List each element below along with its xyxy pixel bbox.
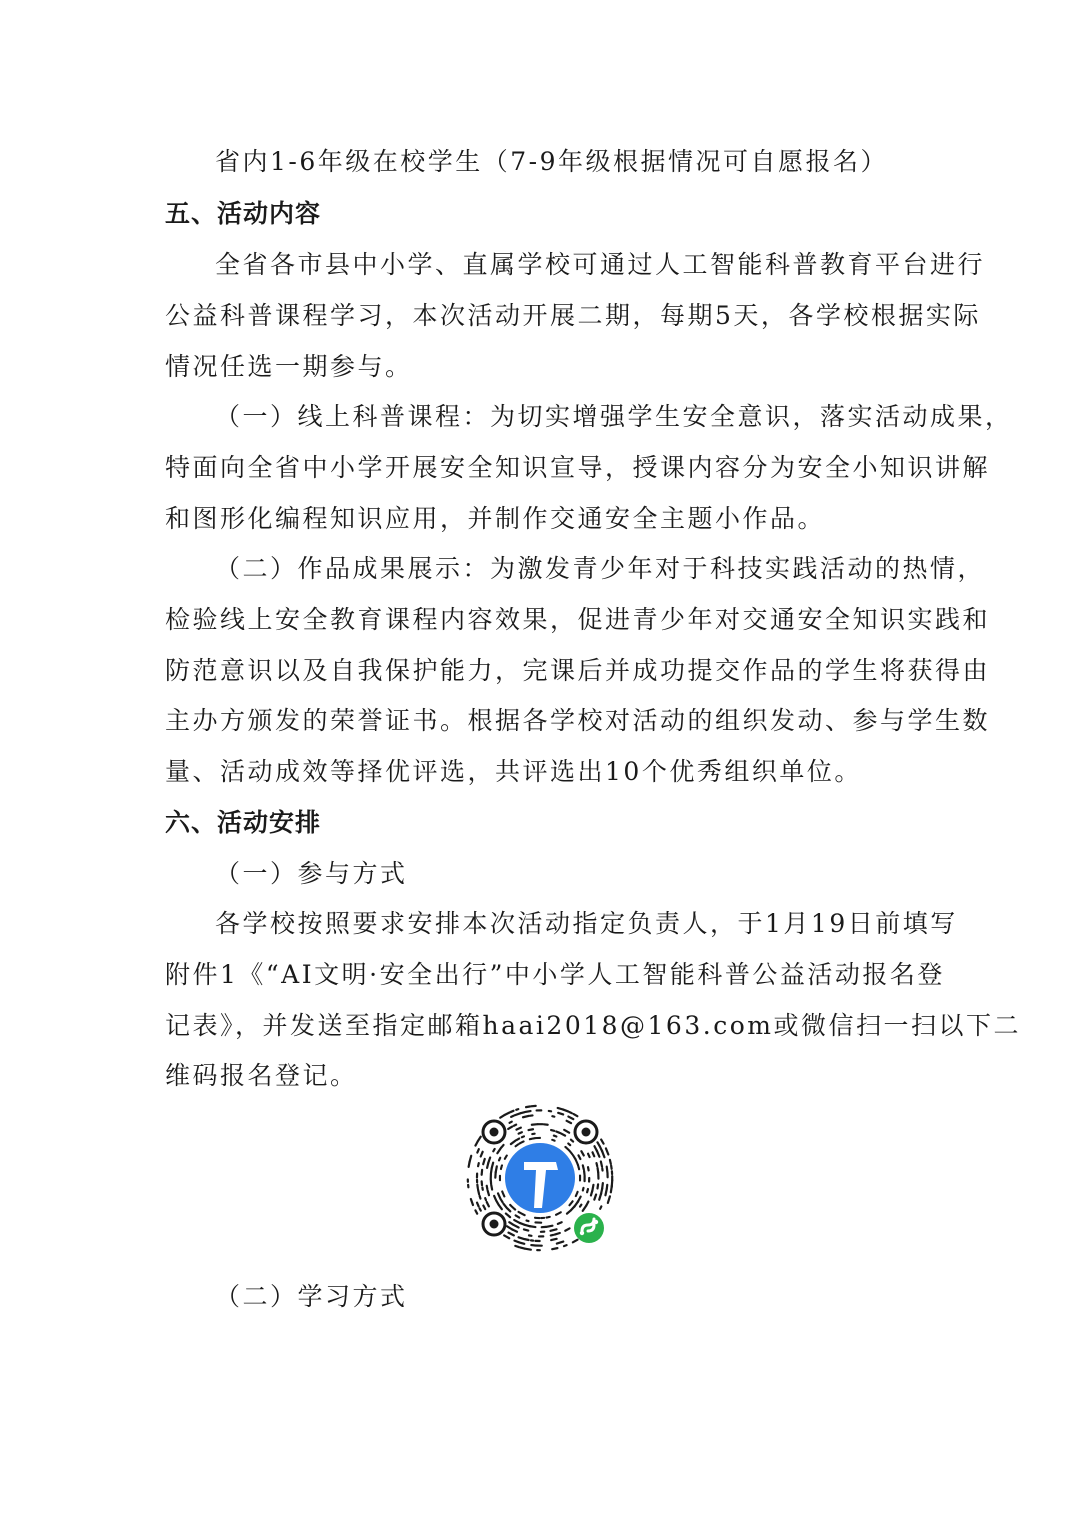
qr-module [583,1206,587,1211]
mini-program-code-icon[interactable] [462,1100,618,1256]
qr-module [514,1220,520,1223]
qr-module [569,1112,571,1113]
qr-module [471,1199,473,1205]
finder-pattern [483,1213,505,1235]
qr-module [587,1189,588,1192]
qr-module [578,1165,579,1169]
qr-module [594,1194,596,1199]
qr-module [511,1140,516,1144]
qr-module [568,1117,573,1120]
qr-module [514,1113,520,1115]
registration-paragraph-line: 维码报名登记。 [165,1061,358,1090]
registration-paragraph-line: 记表》，并发送至指定邮箱haai2018@163.com或微信扫一扫以下二 [165,1011,1021,1040]
qr-module [552,1248,557,1249]
qr-module [526,1107,530,1108]
section-six-heading: 六、活动安排 [165,808,322,837]
qr-module [552,1140,554,1141]
qr-module [509,1222,512,1224]
finder-pattern [575,1121,597,1143]
mini-program-badge-icon [574,1213,604,1243]
qr-module [507,1226,512,1229]
showcase-paragraph-line: 检验线上安全教育课程内容效果，促进青少年对交通安全知识实践和 [165,605,991,634]
qr-module [511,1111,514,1112]
qr-module [501,1165,502,1169]
showcase-paragraph-line: 量、活动成效等择优评选，共评选出10个优秀组织单位。 [165,757,862,786]
qr-module [491,1169,492,1173]
qr-module [524,1229,528,1230]
qr-module [571,1140,573,1142]
qr-module [498,1193,501,1199]
qr-module [600,1206,601,1208]
qr-module [522,1136,524,1137]
qr-module [521,1112,525,1113]
qr-module [492,1163,493,1168]
qr-module [475,1142,477,1146]
qr-module [483,1206,485,1210]
qr-module [591,1191,592,1196]
qr-module [502,1145,504,1147]
section-five-heading: 五、活动内容 [165,199,322,228]
qr-module [588,1154,590,1157]
qr-module [485,1198,486,1200]
qr-module [597,1151,600,1157]
qr-module [520,1247,524,1248]
qr-module [487,1202,489,1206]
qr-module [557,1242,563,1244]
qr-module [571,1206,575,1210]
qr-module [532,1124,538,1125]
qr-module [605,1189,606,1195]
qr-module [523,1116,529,1117]
qr-module [516,1215,520,1217]
qr-module [525,1239,529,1240]
qr-module [483,1159,485,1164]
qr-module [563,1109,568,1111]
online-course-paragraph-line: 特面向全省中小学开展安全知识宣导，授课内容分为安全小知识讲解 [165,453,991,482]
qr-module [581,1151,583,1155]
participation-subheading: （一）参与方式 [215,859,408,888]
qr-module [496,1200,499,1204]
qr-module [573,1114,577,1116]
qr-module [520,1243,525,1244]
qr-module [596,1163,597,1166]
qr-module [478,1137,481,1142]
qr-module [529,1129,533,1130]
qr-module [525,1111,530,1112]
qr-module [551,1130,554,1131]
qr-module [550,1229,556,1231]
qr-module [554,1136,557,1137]
qr-module [505,1112,510,1114]
content-paragraph-line: 全省各市县中小学、直属学校可通过人工智能科普教育平台进行 [215,250,986,279]
qr-module [556,1132,559,1133]
eligibility-line: 省内1-6年级在校学生（7-9年级根据情况可自愿报名） [215,147,889,176]
qr-module [601,1161,602,1166]
qr-module [573,1240,578,1243]
qr-module [504,1235,509,1238]
content-paragraph-line: 情况任选一期参与。 [165,352,413,381]
qr-module [568,1144,570,1146]
qr-module [580,1205,581,1207]
qr-module [597,1184,598,1188]
qr-module [517,1139,519,1140]
qr-module [551,1239,556,1240]
qr-module [501,1200,502,1202]
qr-module [611,1186,612,1193]
qr-module [475,1210,477,1213]
qr-module [527,1221,529,1222]
qr-module [511,1116,513,1117]
qr-module [497,1147,501,1153]
qr-module [608,1196,610,1203]
registration-paragraph-line: 附件1《“AI文明·安全出行”中小学人工智能科普公益活动报名登 [165,960,945,989]
qr-module [480,1196,481,1199]
qr-module [606,1148,608,1154]
qr-module [516,1109,518,1110]
qr-module [477,1203,479,1207]
qr-module [558,1222,562,1224]
qr-module [499,1205,502,1209]
qr-module [494,1196,496,1200]
qr-module [509,1233,514,1236]
showcase-paragraph-line: 主办方颁发的荣誉证书。根据各学校对活动的组织发动、参与学生数 [165,706,991,735]
qr-module [477,1149,478,1152]
qr-module [488,1190,489,1195]
qr-module [478,1163,479,1166]
qr-module [564,1130,569,1133]
qr-module [478,1190,479,1195]
qr-module [507,1208,510,1211]
study-method-subheading: （二）学习方式 [215,1282,408,1311]
qr-module [547,1217,550,1218]
qr-module [519,1132,522,1133]
qr-module [593,1152,595,1156]
content-paragraph-line: 公益科普课程学习，本次活动开展二期，每期5天，各学校根据实际 [165,301,981,330]
online-course-paragraph-line: （一）线上科普课程：为切实增强学生安全意识，落实活动成果， [215,402,1013,431]
qr-module [555,1233,560,1235]
qr-module [506,1214,510,1218]
qr-module [496,1166,497,1172]
showcase-paragraph-line: （二）作品成果展示：为激发青少年对于科技实践活动的热情， [215,554,986,583]
showcase-paragraph-line: 防范意识以及自我保护能力，完课后并成功提交作品的学生将获得由 [165,656,991,685]
qr-module [601,1140,603,1144]
qr-module [597,1142,599,1145]
qr-module [551,1235,553,1236]
qr-module [513,1225,519,1228]
qr-module [561,1133,565,1135]
qr-module [481,1152,483,1157]
qr-module [602,1151,604,1157]
qr-module [491,1185,492,1190]
qr-module [564,1245,567,1246]
logo-icon [505,1143,575,1213]
qr-module [477,1185,478,1189]
qr-module [607,1167,608,1174]
qr-module [565,1228,569,1230]
qr-module [546,1226,552,1227]
registration-paragraph-line: 各学校按照要求安排本次活动指定负责人，于1月19日前填写 [215,909,958,938]
qr-module [583,1188,584,1191]
qr-module [499,1158,500,1161]
qr-module [508,1127,512,1129]
qr-module [610,1160,611,1164]
qr-code-graphic [462,1100,618,1256]
qr-module [558,1113,563,1115]
qr-module [514,1125,516,1126]
qr-module [504,1204,507,1208]
qr-module [488,1158,490,1163]
qr-module [493,1149,494,1151]
qr-module [530,1138,534,1139]
qr-module [514,1241,519,1243]
finder-pattern [483,1121,505,1143]
qr-module [578,1155,580,1159]
qr-module [515,1246,519,1247]
qr-module [567,1211,571,1214]
qr-module [599,1194,601,1200]
qr-module [516,1128,520,1130]
qr-module [567,1121,572,1123]
qr-module [510,1122,512,1123]
qr-module [583,1165,584,1169]
qr-module [469,1156,471,1162]
online-course-paragraph-line: 和图形化编程知识应用，并制作交通安全主题小作品。 [165,504,826,533]
qr-module [480,1208,481,1210]
qr-module [588,1167,589,1170]
qr-module [487,1186,488,1189]
qr-module [519,1237,525,1239]
